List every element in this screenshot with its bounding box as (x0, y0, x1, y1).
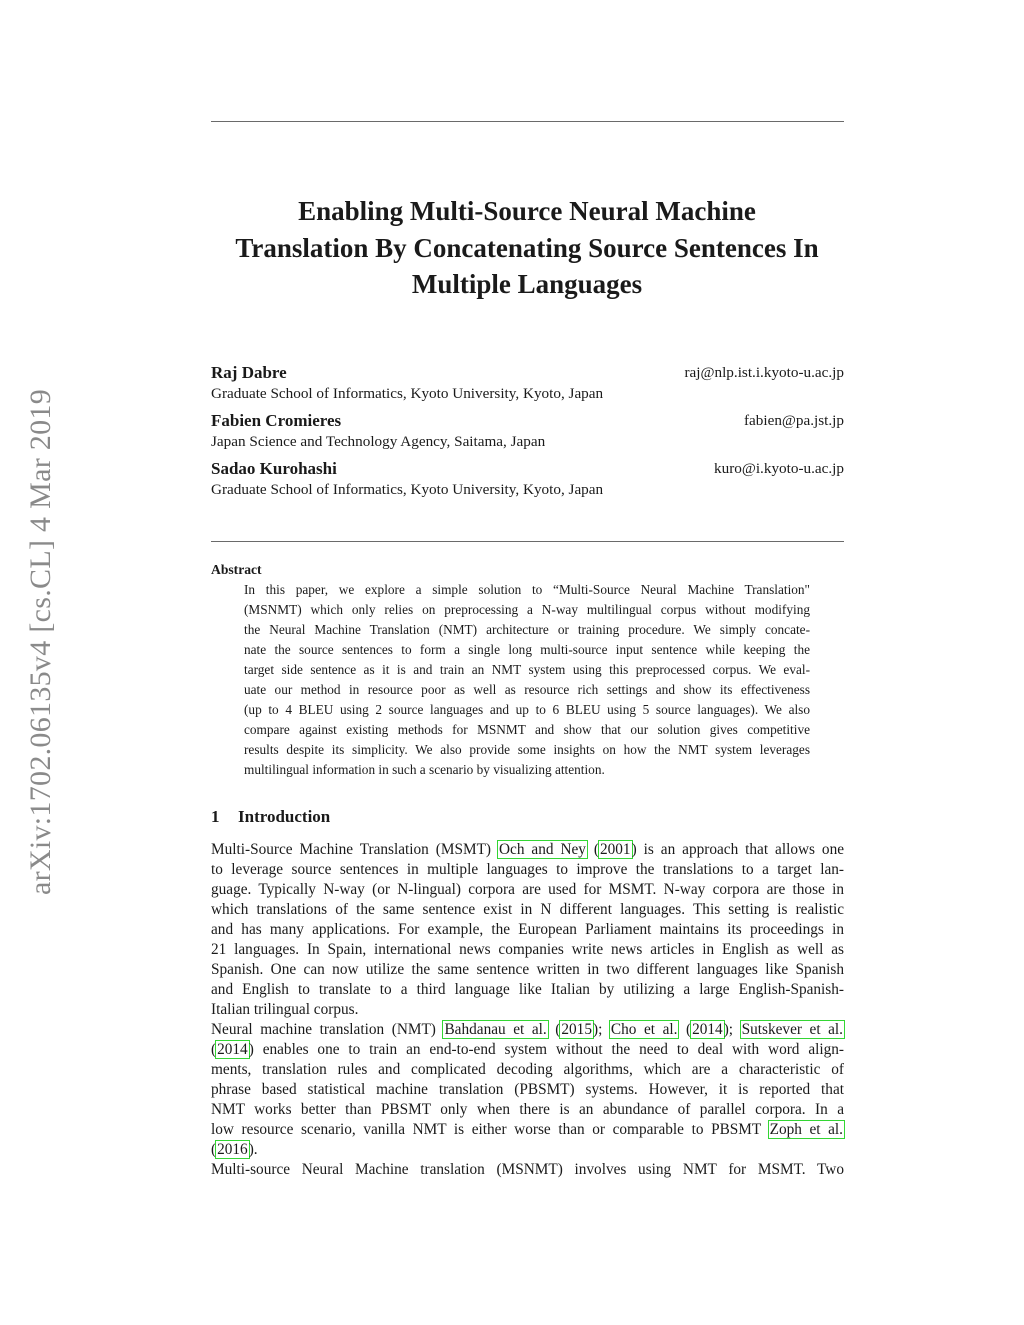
section-heading-introduction (211, 807, 330, 827)
introduction-body (211, 840, 844, 1180)
abstract-body (244, 580, 810, 780)
author-block (211, 411, 844, 451)
body-line: Italian trilingual corpus. (211, 1001, 359, 1018)
abstract-line: (MSNMT) which only relies on preprocessing a N-way multilingual corpus without modifying (244, 602, 810, 617)
citation-year-link[interactable]: 2014 (217, 1041, 248, 1058)
body-line: which translations of the same sentence exist in N different languages. This setting is realistic (211, 901, 844, 918)
author-block (211, 363, 844, 403)
body-line: phrase based statistical machine translation (PBSMT) systems. However, it is reported that (211, 1081, 844, 1098)
citation-link-bahdanau[interactable]: Bahdanau et al. (444, 1021, 547, 1038)
section-number: 1 (211, 807, 220, 826)
title-line: Translation By Concatenating Source Sentences In (235, 232, 819, 263)
abstract-line: uate our method in resource poor as well as resource rich settings and show its effectiveness (244, 682, 810, 697)
abstract-heading: Abstract (211, 562, 262, 577)
author-name: Sadao Kurohashi (211, 459, 337, 478)
author-name: Fabien Cromieres (211, 411, 342, 430)
author-name: Raj Dabre (211, 363, 287, 382)
abstract-line: target side sentence as it is and train an NMT system using this preprocessed corpus. We eval- (244, 662, 810, 677)
paper-title (200, 193, 854, 303)
body-line: and has many applications. For example, the European Parliament maintains its proceedings in (211, 921, 844, 938)
abstract-line: (up to 4 BLEU using 2 source languages and up to 6 BLEU using 5 source languages). We also (244, 702, 810, 717)
body-line: (2016). (211, 1141, 258, 1158)
title-line: Enabling Multi-Source Neural Machine (298, 196, 756, 226)
body-line: guage. Typically N-way (or N-lingual) corpora are used for MSMT. N-way corpora are those in (211, 881, 844, 898)
top-rule (211, 121, 844, 122)
author-affiliation: Graduate School of Informatics, Kyoto University, Kyoto, Japan (211, 385, 604, 402)
abstract-line: multilingual information in such a scenario by visualizing attention. (244, 762, 605, 777)
body-line: 21 languages. In Spain, international news companies write news articles in English as well as (211, 941, 844, 958)
body-line: Multi-Source Machine Translation (MSMT) Och and Ney (2001) is an approach that allows one (211, 841, 845, 858)
citation-link-och-ney[interactable]: Och and Ney (498, 841, 586, 858)
citation-link-zoph[interactable]: Zoph et al. (769, 1121, 844, 1138)
citation-year-link[interactable]: 2001 (599, 841, 631, 858)
abstract-line: compare against existing methods for MSNMT and show that our solution gives competitive (244, 722, 810, 737)
citation-link-cho[interactable]: Cho et al. (610, 1021, 678, 1038)
author-affiliation: Japan Science and Technology Agency, Saitama, Japan (211, 433, 546, 450)
body-line: low resource scenario, vanilla NMT is either worse than or comparable to PBSMT Zoph et al. (211, 1121, 844, 1138)
title-line: Multiple Languages (411, 269, 643, 299)
citation-year-link[interactable]: 2014 (692, 1021, 723, 1038)
author-block (211, 459, 844, 499)
citation-link-sutskever[interactable]: Sutskever et al. (741, 1021, 844, 1038)
body-line: Neural machine translation (NMT) Bahdanau et al. (2015); Cho et al. (2014); Sutskever et al. (211, 1021, 844, 1038)
body-line: ments, translation rules and complicated decoding algorithms, which are a characteristic of (211, 1061, 844, 1078)
body-line: to leverage source sentences in multiple languages to improve the translations to a target lan- (211, 861, 844, 878)
citation-year-link[interactable]: 2016 (217, 1141, 248, 1158)
author-email[interactable]: kuro@i.kyoto-u.ac.jp (714, 460, 844, 477)
author-affiliation: Graduate School of Informatics, Kyoto University, Kyoto, Japan (211, 481, 604, 498)
abstract-line: the Neural Machine Translation (NMT) architecture or training procedure. We simply concate- (244, 622, 810, 637)
author-email[interactable]: fabien@pa.jst.jp (743, 412, 844, 429)
body-line: and English to translate to a third language like Italian by utilizing a large English-Spanish- (211, 981, 844, 998)
body-line: (2014) enables one to train an end-to-end system without the need to deal with word align- (211, 1041, 845, 1058)
abstract-line: results despite its simplicity. We also provide some insights on how the NMT system leverages (244, 742, 810, 757)
abstract-line: In this paper, we explore a simple solution to “Multi-Source Neural Machine Translation" (244, 582, 810, 597)
body-line: Multi-source Neural Machine translation (MSNMT) involves using NMT for MSMT. Two (211, 1161, 844, 1178)
body-line: Spanish. One can now utilize the same sentence written in two different languages like Spanish (211, 961, 844, 978)
section-rule (211, 541, 844, 542)
body-line: NMT works better than PBSMT only when there is an abundance of parallel corpora. In a (211, 1101, 844, 1118)
author-email[interactable]: raj@nlp.ist.i.kyoto-u.ac.jp (684, 364, 844, 381)
citation-year-link[interactable]: 2015 (561, 1021, 592, 1038)
section-title: Introduction (238, 807, 331, 826)
abstract-line: nate the source sentences to form a single long multi-source input sentence while keeping the (244, 642, 810, 657)
